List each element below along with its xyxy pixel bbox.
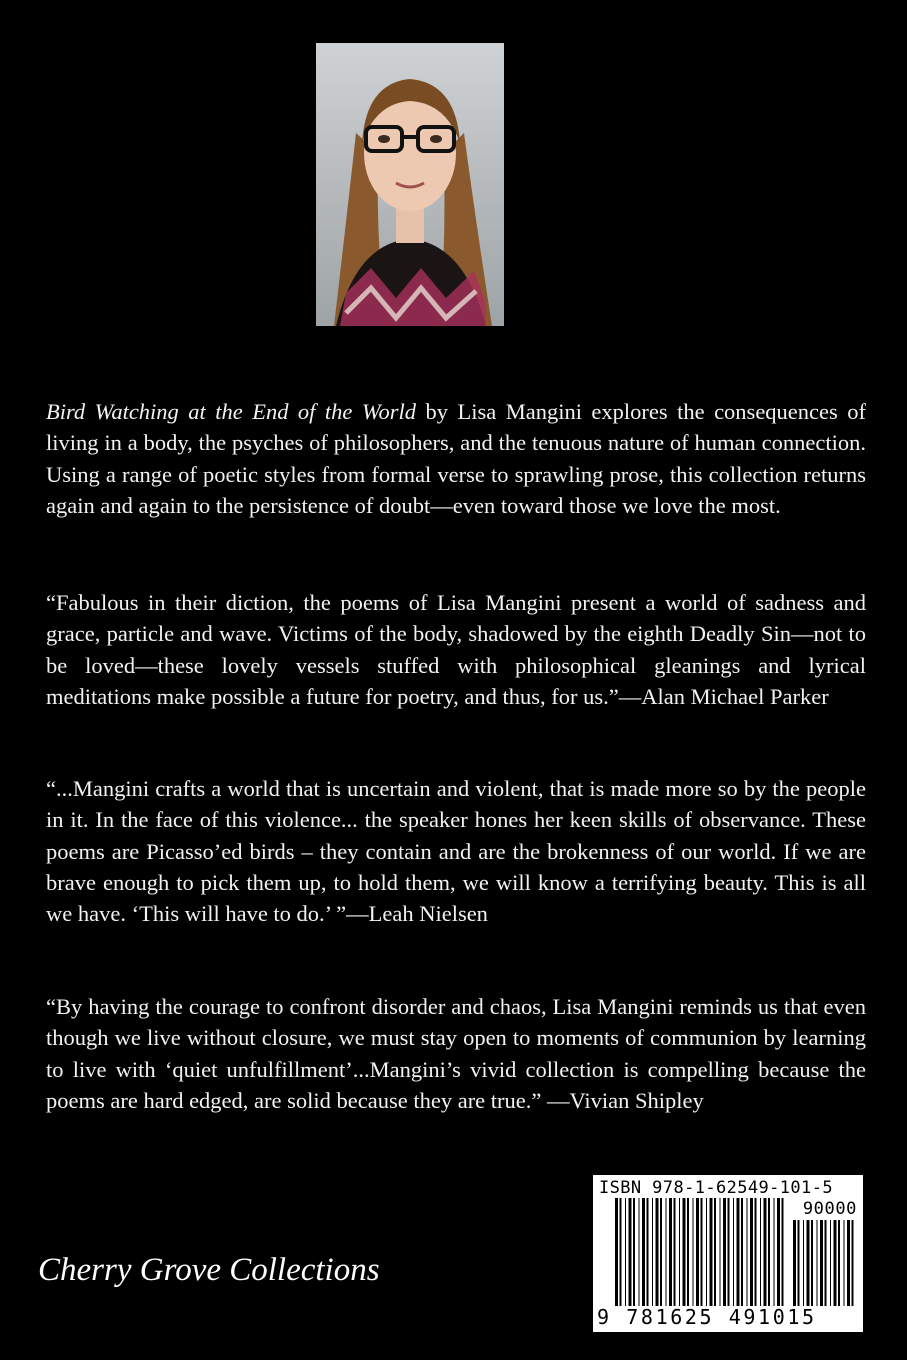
barcode-bar [633,1198,635,1306]
author-photo [316,43,504,326]
barcode-bar [720,1198,721,1306]
barcode-bar [666,1198,667,1306]
blurb-quote-shipley: “By having the courage to confront disorder and chaos, Lisa Mangini reminds us that even though we live without closure, we must stay open to moments of communion by learning to live with ‘quiet unfulfillment’...Mangini’s vivid collection is compelling because the poems are hard edged, are solid because they are true.” —Vivian Shipley [46,994,866,1113]
ean-digits: 9 781625 491015 [597,1305,817,1329]
barcode-bar [782,1198,784,1306]
barcode-bar [669,1198,672,1306]
barcode-bar [652,1198,653,1306]
barcode-bar [693,1198,694,1306]
barcode-bar [777,1198,780,1306]
barcode-bar [803,1220,804,1306]
barcode-bar [820,1220,823,1306]
blurb-quote-nielsen: “...Mangini crafts a world that is uncertain and violent, that is made more so by the people in it. In the face of this violence... the speaker hones her keen skills of observance. These poems are Picasso’ed birds – they contain and are the brokenness of our world. If we are brave enough to pick them up, to hold them, we will know a terrifying beauty. This is all we have. ‘This will have to do.’ ”—Leah Nielsen [46,776,866,927]
barcode-bar [755,1198,757,1306]
addon-bars [793,1220,857,1306]
barcode-bar [674,1198,676,1306]
barcode-bar [750,1198,753,1306]
barcode-bar [834,1220,837,1306]
barcode-bar [737,1198,740,1306]
barcode-bar [683,1198,686,1306]
barcode-bar [774,1198,775,1306]
price-addon-code: 90000 [802,1199,857,1219]
barcode-bar [706,1198,707,1306]
book-description [46,396,866,521]
isbn-label: ISBN 978-1-62549-101-5 [599,1178,833,1198]
barcode-bar [830,1220,831,1306]
barcode-bar [852,1220,854,1306]
barcode-bar [620,1198,622,1306]
barcode-bar [656,1198,659,1306]
ean-bars [615,1198,785,1306]
barcode-bar [687,1198,689,1306]
barcode-bar [615,1198,618,1306]
barcode-bar [798,1220,800,1306]
barcode-bar [760,1198,761,1306]
barcode-bar [701,1198,703,1306]
barcode-bar [844,1220,845,1306]
barcode-bar [728,1198,730,1306]
blurb-quote-parker: “Fabulous in their diction, the poems of Lisa Mangini present a world of sadness and grace, particle and wave. Victims of the body, shadowed by the eighth Deadly Sin—not to be loved—these lovely vessels stuffed with philosophical gleanings and lyrical meditations make possible a future for poetry, and thus, for us.”—Alan Michael Parker [46,590,866,709]
book-title: Bird Watching at the End of the World [46,399,417,424]
barcode-bar [723,1198,726,1306]
barcode-bar [825,1220,827,1306]
barcode-bar [817,1220,818,1306]
barcode-bar [741,1198,743,1306]
barcode-bar [764,1198,767,1306]
barcode-bar [639,1198,640,1306]
barcode-bar [733,1198,734,1306]
barcode-bar [660,1198,662,1306]
barcode-bar [629,1198,632,1306]
barcode-bar [647,1198,649,1306]
barcode-bar [747,1198,748,1306]
description-text: by Lisa Mangini explores the consequences of living in a body, the psyches of philosophers, and the tenuous nature of human connection. Using a range of poetic styles from formal verse to sprawling prose, this collection returns again and again to the persistence of doubt—even toward those we love the most. [46,399,866,518]
barcode-bar [714,1198,716,1306]
barcode-bar [625,1198,626,1306]
barcode-bar [642,1198,645,1306]
publisher-name: Cherry Grove Collections [38,1252,380,1288]
barcode-bar [847,1220,850,1306]
barcode-bar [679,1198,680,1306]
barcode-bar [807,1220,810,1306]
barcode-bar [838,1220,840,1306]
barcode-bar [710,1198,713,1306]
isbn-barcode [593,1175,863,1332]
barcode-bar [696,1198,699,1306]
barcode-bar [768,1198,770,1306]
barcode-bar [811,1220,813,1306]
barcode-bar [793,1220,796,1306]
